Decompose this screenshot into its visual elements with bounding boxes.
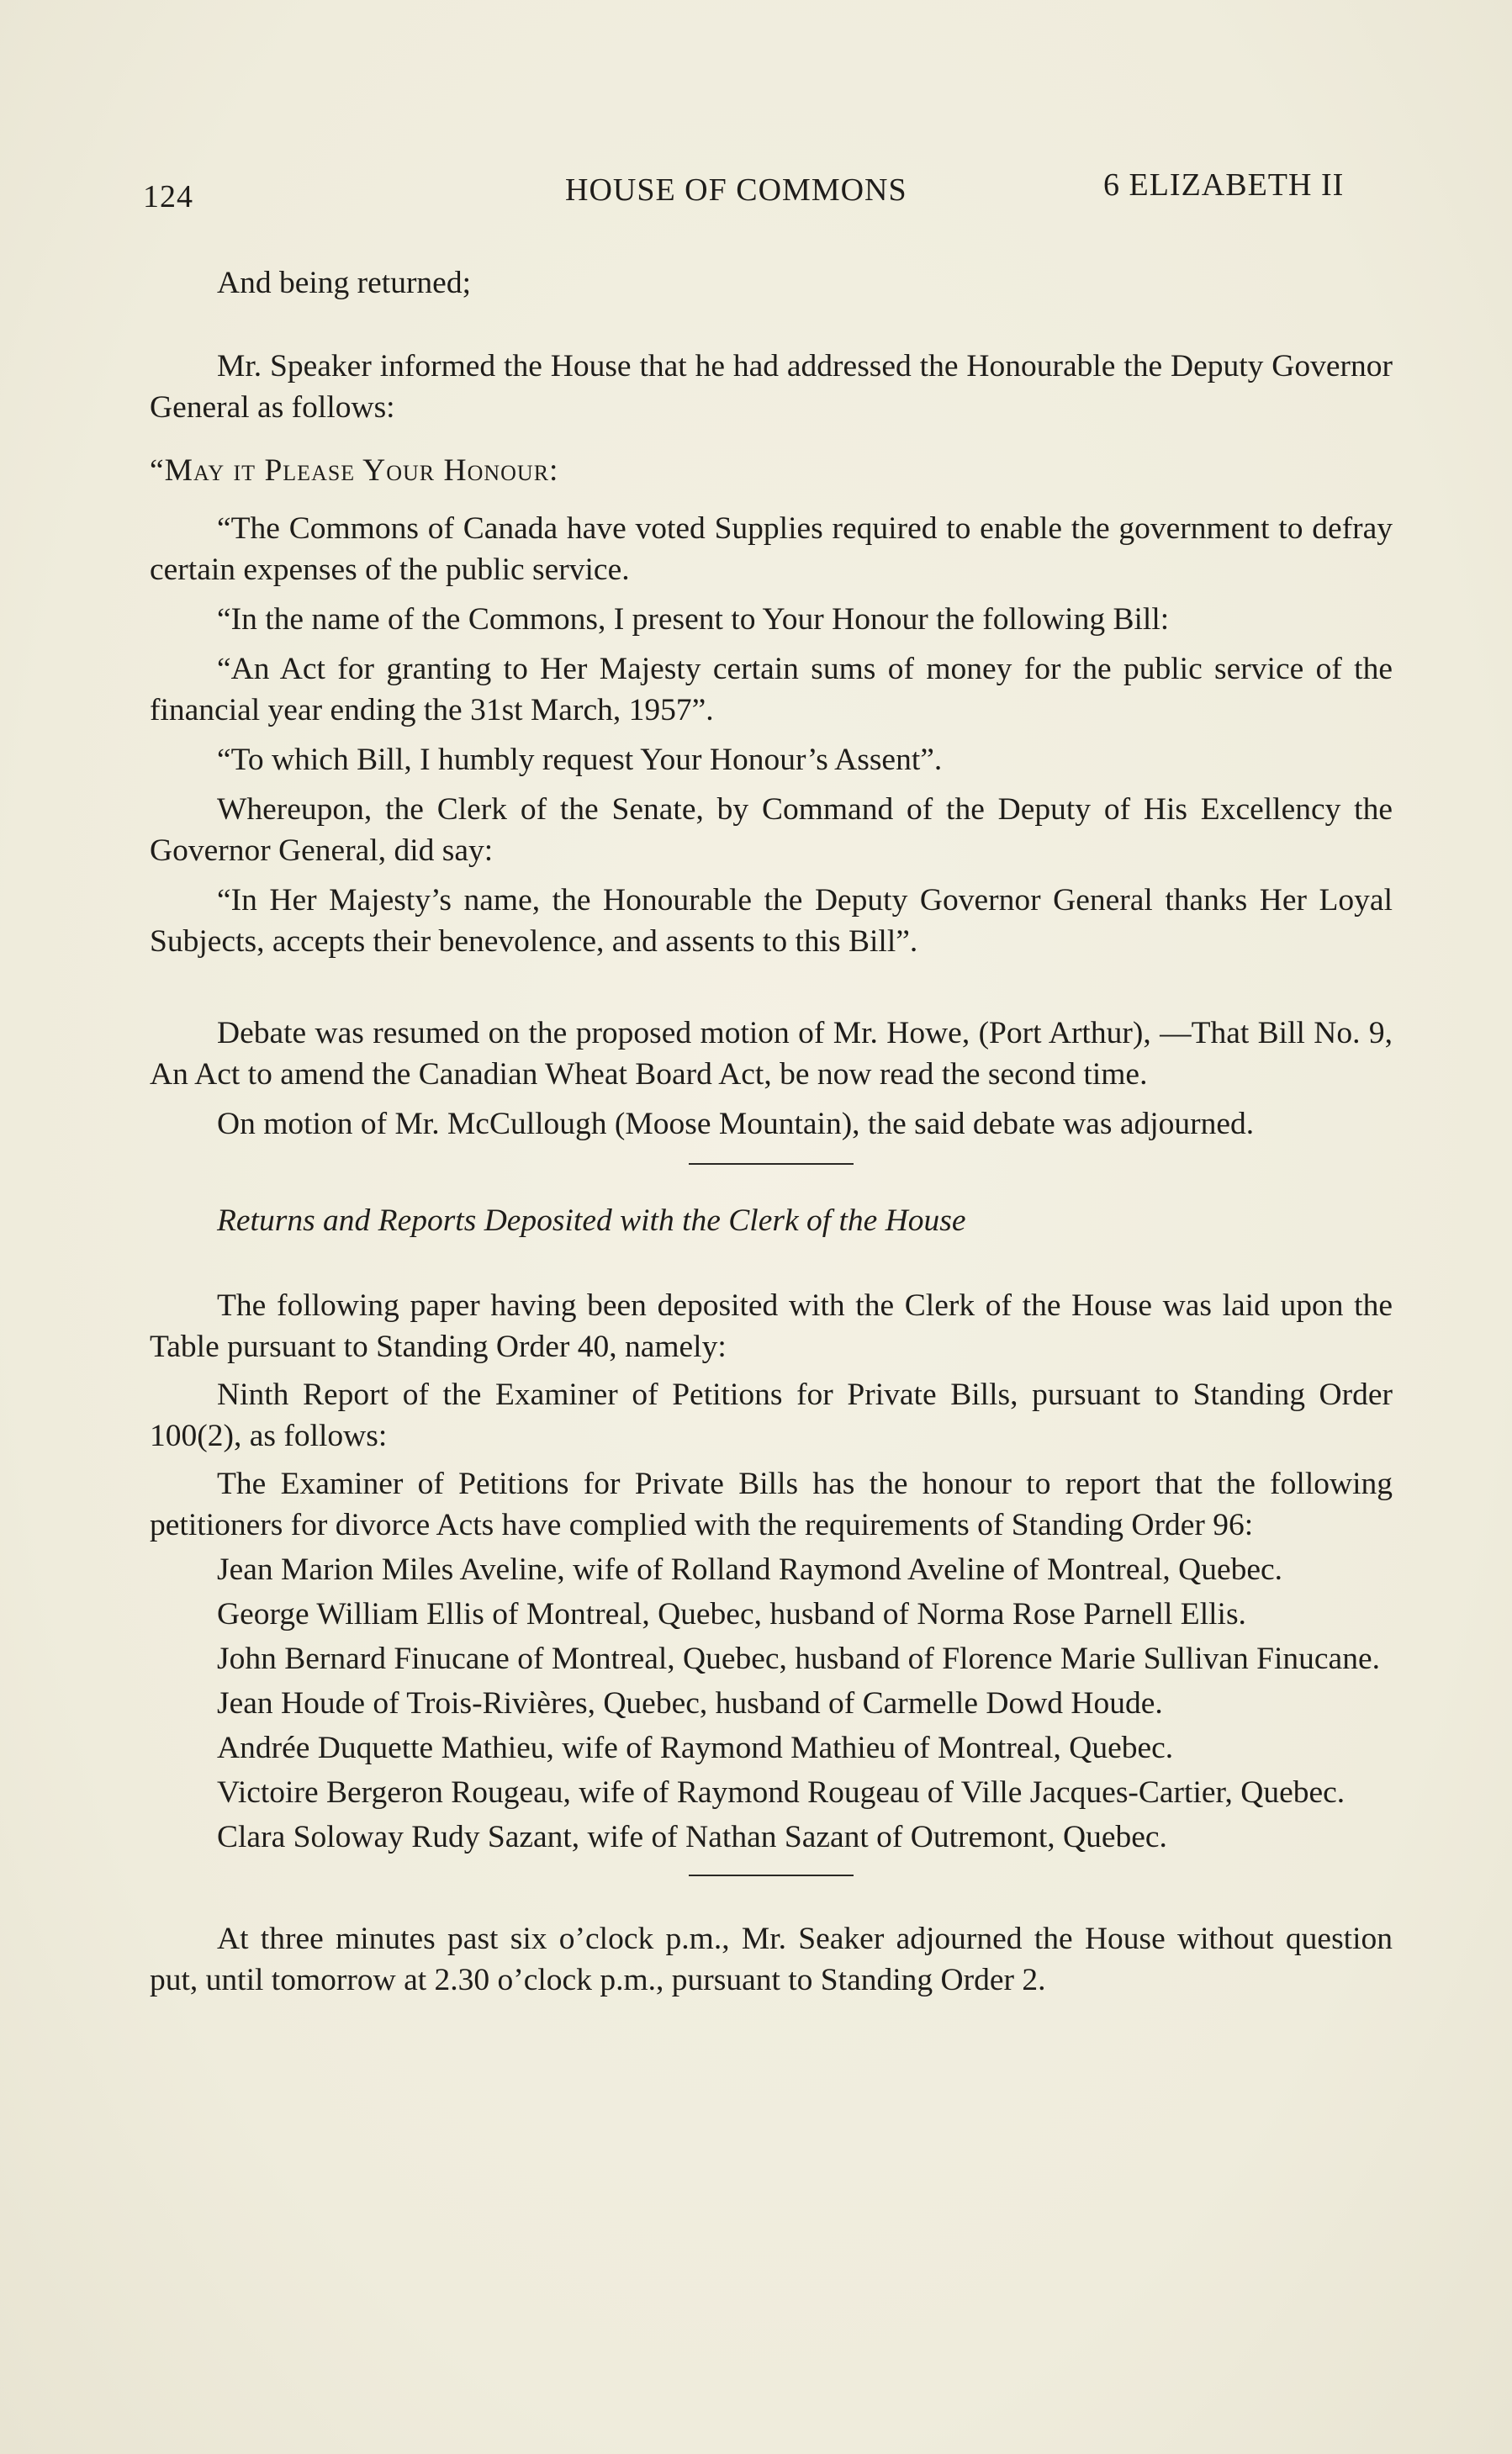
paragraph-present-bill: “In the name of the Commons, I present to Your Honour the following Bill: <box>217 602 1170 637</box>
paragraph-examiner-report: The Examiner of Petitions for Private Bills has the honour to report that the following petitioners for divorce Acts have complied with the requirements of Standing Order 96: <box>150 1467 1393 1542</box>
petitioner-item: Jean Houde of Trois-Rivières, Quebec, husband of Carmelle Dowd Houde. <box>217 1686 1163 1721</box>
petitioner-item: John Bernard Finucane of Montreal, Quebec, husband of Florence Marie Sullivan Finucane. <box>217 1642 1380 1676</box>
page-number: 124 <box>143 179 193 214</box>
paragraph-debate-adjourned: On motion of Mr. McCullough (Moose Mountain), the said debate was adjourned. <box>217 1107 1255 1141</box>
paragraph-speaker-informed: Mr. Speaker informed the House that he had addressed the Honourable the Deputy Governor General as follows: <box>150 349 1393 425</box>
paragraph-clerk-senate: Whereupon, the Clerk of the Senate, by Command of the Deputy of His Excellency the Governor General, did say: <box>150 792 1393 868</box>
paragraph-ninth-report: Ninth Report of the Examiner of Petitions for Private Bills, pursuant to Standing Order 100(2), as follows: <box>150 1378 1393 1453</box>
paragraph-paper-deposited: The following paper having been deposited with the Clerk of the House was laid upon the Table pursuant to Standing Order 40, namely: <box>150 1288 1393 1364</box>
paragraph-house-adjourned: At three minutes past six o’clock p.m., Mr. Seaker adjourned the House without question put, until tomorrow at 2.30 o’clock p.m., pursuant to Standing Order 2. <box>150 1922 1393 1997</box>
page-body <box>150 262 1393 2044</box>
paragraph-debate-resumed: Debate was resumed on the proposed motion of Mr. Howe, (Port Arthur), —That Bill No. 9, An Act to amend the Canadian Wheat Board Act, be now read the second time. <box>150 1016 1393 1092</box>
running-reign: 6 ELIZABETH II <box>1103 167 1345 203</box>
paragraph-act-title: “An Act for granting to Her Majesty certain sums of money for the public service of the financial year ending the 31st March, 1957”. <box>150 652 1393 727</box>
running-title: HOUSE OF COMMONS <box>565 172 907 208</box>
salutation: “May it Please Your Honour: <box>150 453 559 488</box>
section-divider <box>689 1163 854 1165</box>
paragraph-returned: And being returned; <box>217 266 471 300</box>
petitioner-item: Clara Soloway Rudy Sazant, wife of Nathan Sazant of Outremont, Quebec. <box>217 1820 1167 1854</box>
section-heading: Returns and Reports Deposited with the Clerk of the House <box>217 1203 966 1238</box>
paragraph-commons-voted: “The Commons of Canada have voted Supplies required to enable the government to defray certain expenses of the public service. <box>150 511 1393 587</box>
paragraph-royal-assent: “In Her Majesty’s name, the Honourable the Deputy Governor General thanks Her Loyal Subjects, accepts their benevolence, and assents to this Bill”. <box>150 883 1393 959</box>
petitioner-item: George William Ellis of Montreal, Quebec, husband of Norma Rose Parnell Ellis. <box>217 1597 1246 1632</box>
petitioner-item: Jean Marion Miles Aveline, wife of Rolland Raymond Aveline of Montreal, Quebec. <box>217 1552 1283 1587</box>
section-divider <box>689 1875 854 1876</box>
paragraph-request-assent: “To which Bill, I humbly request Your Honour’s Assent”. <box>217 743 943 777</box>
petitioner-item: Victoire Bergeron Rougeau, wife of Raymond Rougeau of Ville Jacques-Cartier, Quebec. <box>217 1775 1345 1810</box>
petitioner-item: Andrée Duquette Mathieu, wife of Raymond Mathieu of Montreal, Quebec. <box>217 1731 1174 1765</box>
